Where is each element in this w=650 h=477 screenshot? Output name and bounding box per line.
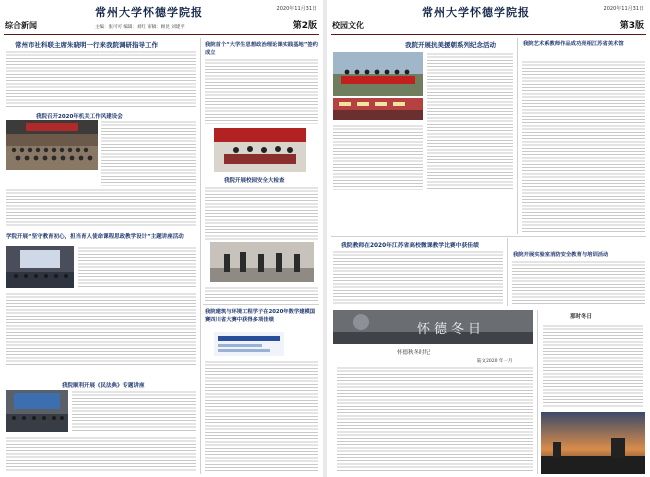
article-text — [101, 120, 196, 186]
award-image-graphic — [214, 332, 284, 356]
lecture-photo — [6, 246, 74, 288]
section-label: 校园文化 — [332, 21, 364, 30]
masthead — [0, 0, 323, 36]
issue-date: 2020年11月31日 — [276, 6, 317, 12]
article-text — [205, 360, 318, 472]
poem-text — [543, 324, 643, 408]
headline-side-bot: 我院建筑与环境工程学子在2020年数学建模国赛四川省大赛中获得多项佳绩 — [205, 309, 316, 323]
page-number: 第2版 — [292, 21, 317, 31]
article-text — [6, 188, 196, 226]
article-text — [78, 246, 196, 288]
column-divider — [507, 238, 508, 306]
header-rule — [331, 34, 646, 35]
editor-line: 主编：张可可 编辑：刘红 审稿：顾昆 刘建平 — [95, 25, 185, 30]
page-number: 第3版 — [619, 21, 644, 31]
section-divider — [203, 304, 319, 305]
article-text — [6, 436, 196, 472]
section-label: 综合新闻 — [5, 21, 37, 30]
section-divider — [331, 236, 646, 237]
memorial-photo-2 — [333, 98, 423, 120]
headline-memorial: 我院开展抗美援朝系列纪念活动 — [405, 41, 496, 49]
article-text — [6, 50, 196, 108]
memorial-photo-2-image — [333, 98, 423, 120]
masthead — [327, 0, 650, 36]
headline-side-mid: 我院开展校园安全大检查 — [224, 178, 285, 184]
article-text — [205, 286, 318, 302]
article-text — [333, 250, 503, 306]
feature-author: 陆文2020 年一月 — [477, 359, 513, 364]
column-divider — [517, 38, 518, 234]
law-lecture-photo-image — [6, 390, 68, 432]
page-3 — [327, 0, 650, 477]
header-rule — [4, 34, 319, 35]
inspection-photo-image — [210, 242, 314, 282]
award-image — [214, 332, 284, 356]
article-text — [522, 60, 645, 232]
feature-banner — [333, 310, 533, 344]
issue-date: 2020年11月31日 — [603, 6, 644, 12]
feature-text — [337, 366, 533, 472]
headline-competition: 我院教师在2020年江苏省高校微课教学比赛中获佳绩 — [341, 243, 479, 249]
memorial-photo-1 — [333, 52, 423, 96]
column-divider — [537, 310, 538, 474]
article-text — [205, 186, 318, 240]
sunset-photo — [541, 412, 645, 474]
headline-conference: 我院召开2020年机关工作风建设会 — [36, 114, 123, 120]
column-divider — [200, 38, 201, 474]
article-text — [205, 58, 318, 124]
lecture-photo-image — [6, 246, 74, 288]
law-lecture-photo — [6, 390, 68, 432]
inspection-photo — [210, 242, 314, 282]
headline-study: 学院开展“坚守教育初心，担当育人使命课程思政教学设计”主题讲座活动 — [6, 234, 184, 240]
masthead-logo: 常州大学怀德学院报 — [95, 6, 203, 19]
sunset-photo-image — [541, 412, 645, 474]
memorial-photo-1-image — [333, 52, 423, 96]
conference-photo-image — [6, 120, 98, 170]
page-2 — [0, 0, 323, 477]
headline-teacher-award: 我院艺术系教师作品成功亮相江苏省美术馆 — [523, 41, 624, 47]
headline-law: 我院顺利开展《民法典》专题讲座 — [62, 383, 145, 389]
article-text — [72, 390, 196, 432]
article-text — [512, 260, 645, 306]
headline-side-top: 我院首个“大学生思想政治理论课实践基地”签约成立 — [205, 42, 318, 56]
article-text — [333, 124, 423, 190]
conference-photo — [6, 120, 98, 170]
headline-main: 常州市社科联主席朱晓明一行来我院调研指导工作 — [15, 41, 158, 49]
feature-subtitle: 那时冬日 — [570, 314, 593, 320]
headline-safety-lab: 我院开展实验室消防安全教育与培训活动 — [513, 252, 609, 258]
masthead-logo: 常州大学怀德学院报 — [422, 6, 530, 19]
signing-photo-image — [214, 128, 306, 172]
article-text — [427, 52, 513, 190]
article-text — [6, 292, 196, 366]
feature-title: 怀德冬日 — [417, 322, 486, 337]
feature-caption: 怀德秋冬时纪 — [397, 350, 431, 356]
signing-photo — [214, 128, 306, 172]
